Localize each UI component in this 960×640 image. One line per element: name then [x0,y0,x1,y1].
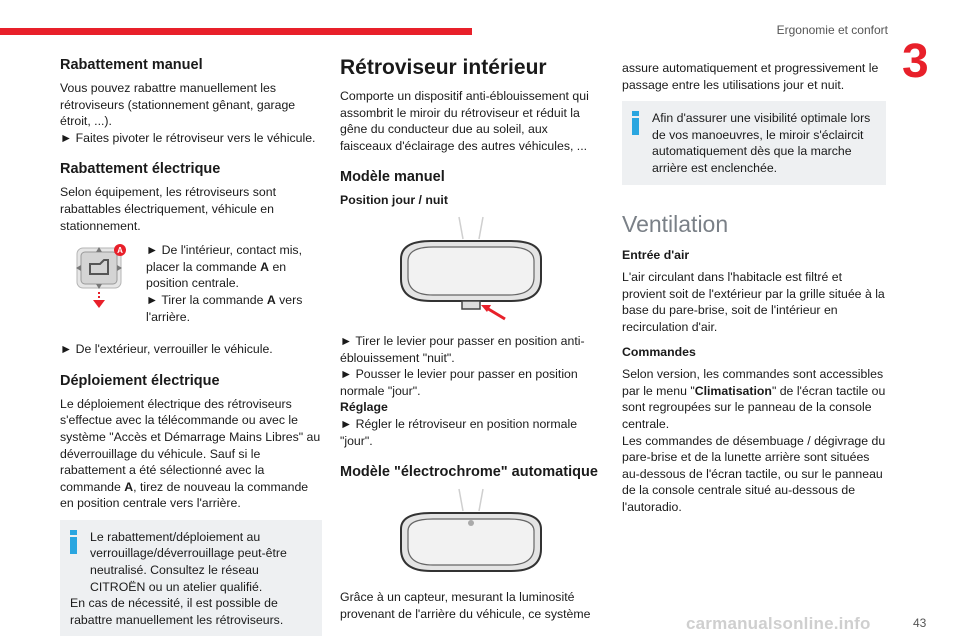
heading-modele-manuel: Modèle manuel [340,169,445,186]
heading-rabattement-electrique: Rabattement électrique [60,161,221,178]
heading-retroviseur-interieur: Rétroviseur intérieur [340,56,547,79]
paragraph: Vous pouvez rabattre manuellement les rétroviseurs (stationnement gênant, garage étroit, ...). [60,81,296,129]
info-box [622,101,886,184]
footer-watermark: carmanualsonline.info [686,614,871,633]
instruction: ► Tirer le levier pour passer en position anti-éblouissement "nuit". [340,333,585,365]
header-accent-bar [0,28,472,35]
column-right [622,60,886,523]
command-label-a: A [117,246,123,256]
column-middle [340,56,602,630]
paragraph: Selon équipement, les rétroviseurs sont rabattables électriquement, véhicule en stationnement. [60,185,276,233]
heading-rabattement-manuel: Rabattement manuel [60,57,203,73]
instruction: ► De l'extérieur, verrouiller le véhicule. [60,342,273,357]
mirror-command-illustration-row [60,242,322,333]
paragraph: Comporte un dispositif anti-éblouissement qui assombrit le miroir du rétroviseur et réduit la gêne du conducteur due au soleil, aux faisceaux d'éclairage des autres véhicules, ... [340,89,589,153]
command-instructions [146,242,322,333]
info-text: Le rabattement/déploiement au verrouillage/déverrouillage peut-être neutralisé. Consultez le réseau CITROËN ou un atelier qualifié. [90,529,287,594]
instruction: ► Tirer la commande A vers l'arrière. [146,292,303,324]
paragraph: Selon version, les commandes sont accessibles par le menu "Climatisation" de l'écran tactile ou sont regroupées sur le panneau de la console centrale. [622,367,886,431]
instruction: ► Faites pivoter le rétroviseur vers le véhicule. [60,130,316,145]
heading-modele-electrochrome: Modèle "électrochrome" automatique [340,464,598,481]
info-text: Afin d'assurer une visibilité optimale lors de vos manoeuvres, le miroir s'éclaircit automatiquement dès que la marche arrière est enclenchée. [652,111,871,175]
instruction: ► Pousser le levier pour passer en position normale "jour". [340,367,578,398]
column-left [60,56,322,636]
paragraph: Les commandes de désembuage / dégivrage du pare-brise et de la lunette arrière sont situées au-dessous de l'écran tactile, ou sur le panneau de la console centrale situé au-dessous de l'autoradio. [622,433,886,514]
heading-ventilation: Ventilation [622,210,729,237]
page-number: 43 [913,616,927,630]
paragraph: Le déploiement électrique des rétroviseurs s'effectue avec la télécommande ou avec le système "Accès et Démarrage Mains Libres" au déverrouillage du véhicule. Sauf si le rabattement a été sélectionné avec la commande A, tirez de nouveau la commande en position centrale vers l'arrière. [60,396,321,511]
paragraph: Grâce à un capteur, mesurant la luminosité provenant de l'arrière du véhicule, ce système [340,590,591,621]
subheading-commandes: Commandes [622,344,696,359]
instruction: ► De l'intérieur, contact mis, placer la commande A en position centrale. [146,243,302,291]
electrochrome-mirror-icon [381,487,561,579]
subheading-entree-air: Entrée d'air [622,247,690,262]
info-icon [632,111,639,135]
chapter-number: 3 [902,35,929,88]
subheading-position-jour-nuit: Position jour / nuit [340,193,448,208]
paragraph: assure automatiquement et progressivement le passage entre les utilisations jour et nuit. [622,61,879,92]
mirror-control-icon [74,242,128,314]
heading-deploiement-electrique: Déploiement électrique [60,372,220,389]
manual-mirror-icon [381,215,561,323]
info-icon [70,530,77,554]
info-text: En cas de nécessité, il est possible de rabattre manuellement les rétroviseurs. [70,596,284,627]
paragraph: L'air circulant dans l'habitacle est filtré et provient soit de l'extérieur par la grille située à la base du pare-brise, soit de l'intérieur en recirculation d'air. [622,270,885,334]
subheading-reglage: Réglage [340,400,388,415]
info-box [60,520,322,637]
instruction: ► Régler le rétroviseur en position normale "jour". [340,416,578,448]
running-header: Ergonomie et confort [776,23,888,37]
mirror-electrochrome-illustration [340,487,602,579]
mirror-manual-illustration [340,215,602,323]
